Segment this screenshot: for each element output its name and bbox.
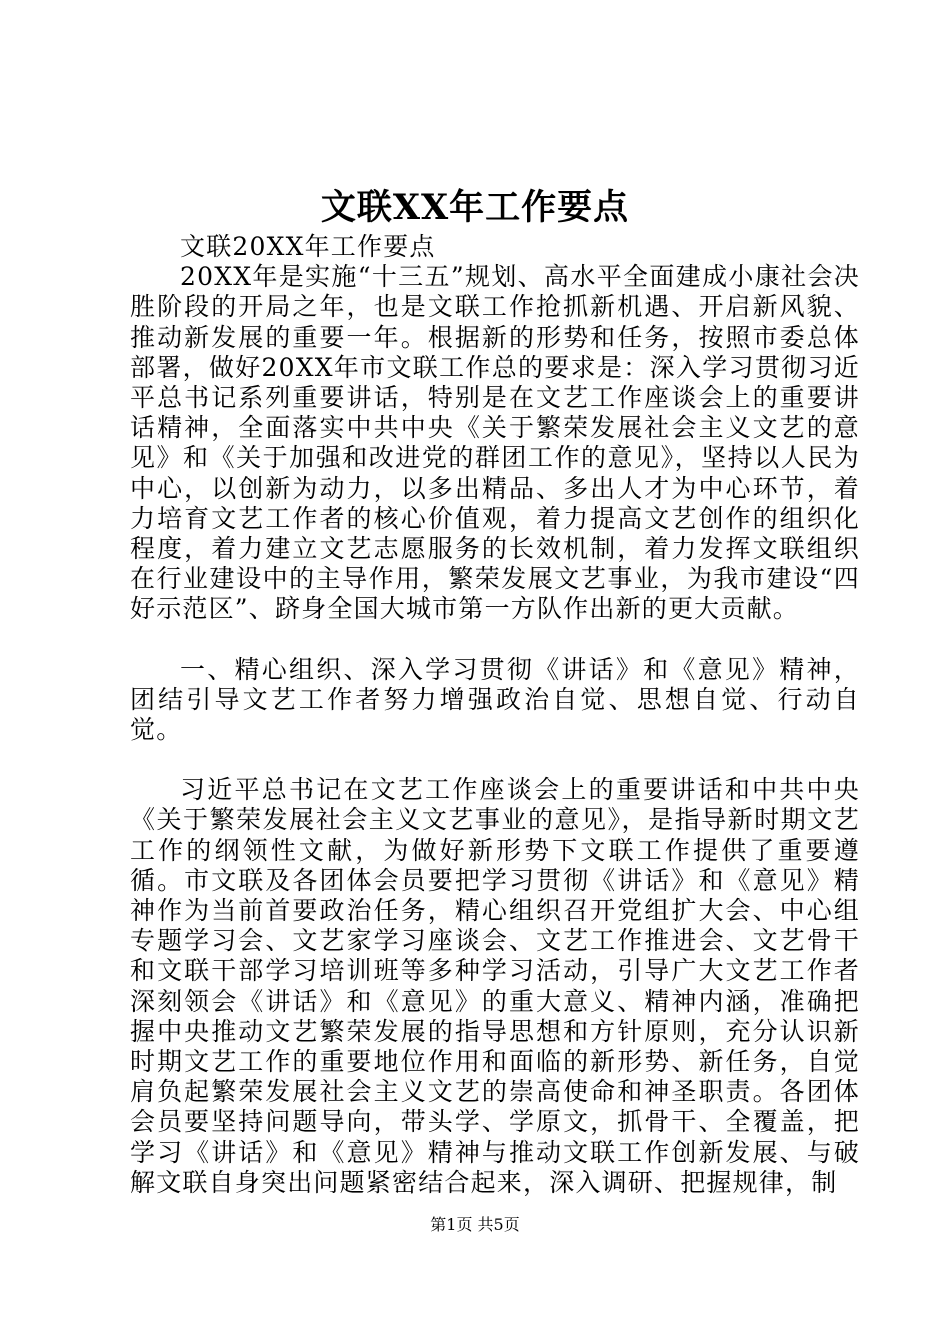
paragraph-subtitle: 文联20XX年工作要点 — [180, 232, 436, 261]
page-number-footer: 第1页 共5页 — [430, 1215, 520, 1234]
paragraph-section-body: 习近平总书记在文艺工作座谈会上的重要讲话和中共中央《关于繁荣发展社会主义文艺事业的意见》，是指导新时期文艺工作的纲领性文献，为做好新形势下文联工作提供了重要遵循。市文联及各团体会员要把学习贯彻《讲话》和《意见》精神作为当前首要政治任务，精心组织召开党组扩大会、中心组专题学习会、文艺家学习座谈会、文艺工作推进会、文艺骨干和文联干部学习培训班等多种学习活动，引导广大文艺工作者深刻领会《讲话》和《意见》的重大意义、精神内涵，准确把握中央推动文艺繁荣发展的指导思想和方针原则，充分认识新时期文艺工作的重要地位作用和面临的新形势、新任务，自觉肩负起繁荣发展社会主义文艺的崇高使命和神圣职责。各团体会员要坚持问题导向，带头学、学原文，抓骨干、全覆盖，把学习《讲话》和《意见》精神与推动文联工作创新发展、与破解文联自身突出问题紧密结合起来，深入调研、把握规律，制 — [130, 775, 860, 1197]
document-body — [130, 232, 860, 1198]
paragraph-intro: 20XX年是实施“十三五”规划、高水平全面建成小康社会决胜阶段的开局之年，也是文联工作抢抓新机遇、开启新风貌、推动新发展的重要一年。根据新的形势和任务，按照市委总体部署，做好20XX年市文联工作总的要求是：深入学习贯彻习近平总书记系列重要讲话，特别是在文艺工作座谈会上的重要讲话精神，全面落实中共中央《关于繁荣发展社会主义文艺的意见》和《关于加强和改进党的群团工作的意见》，坚持以人民为中心，以创新为动力，以多出精品、多出人才为中心环节，着力培育文艺工作者的核心价值观，着力提高文艺创作的组织化程度，着力建立文艺志愿服务的长效机制，着力发挥文联组织在行业建设中的主导作用，繁荣发展文艺事业，为我市建设“四好示范区”、跻身全国大城市第一方队作出新的更大贡献。 — [130, 262, 860, 624]
document-title: 文联XX年工作要点 — [320, 187, 630, 228]
paragraph-section-heading: 一、精心组织、深入学习贯彻《讲话》和《意见》精神，团结引导文艺工作者努力增强政治自觉、思想自觉、行动自觉。 — [130, 654, 860, 745]
